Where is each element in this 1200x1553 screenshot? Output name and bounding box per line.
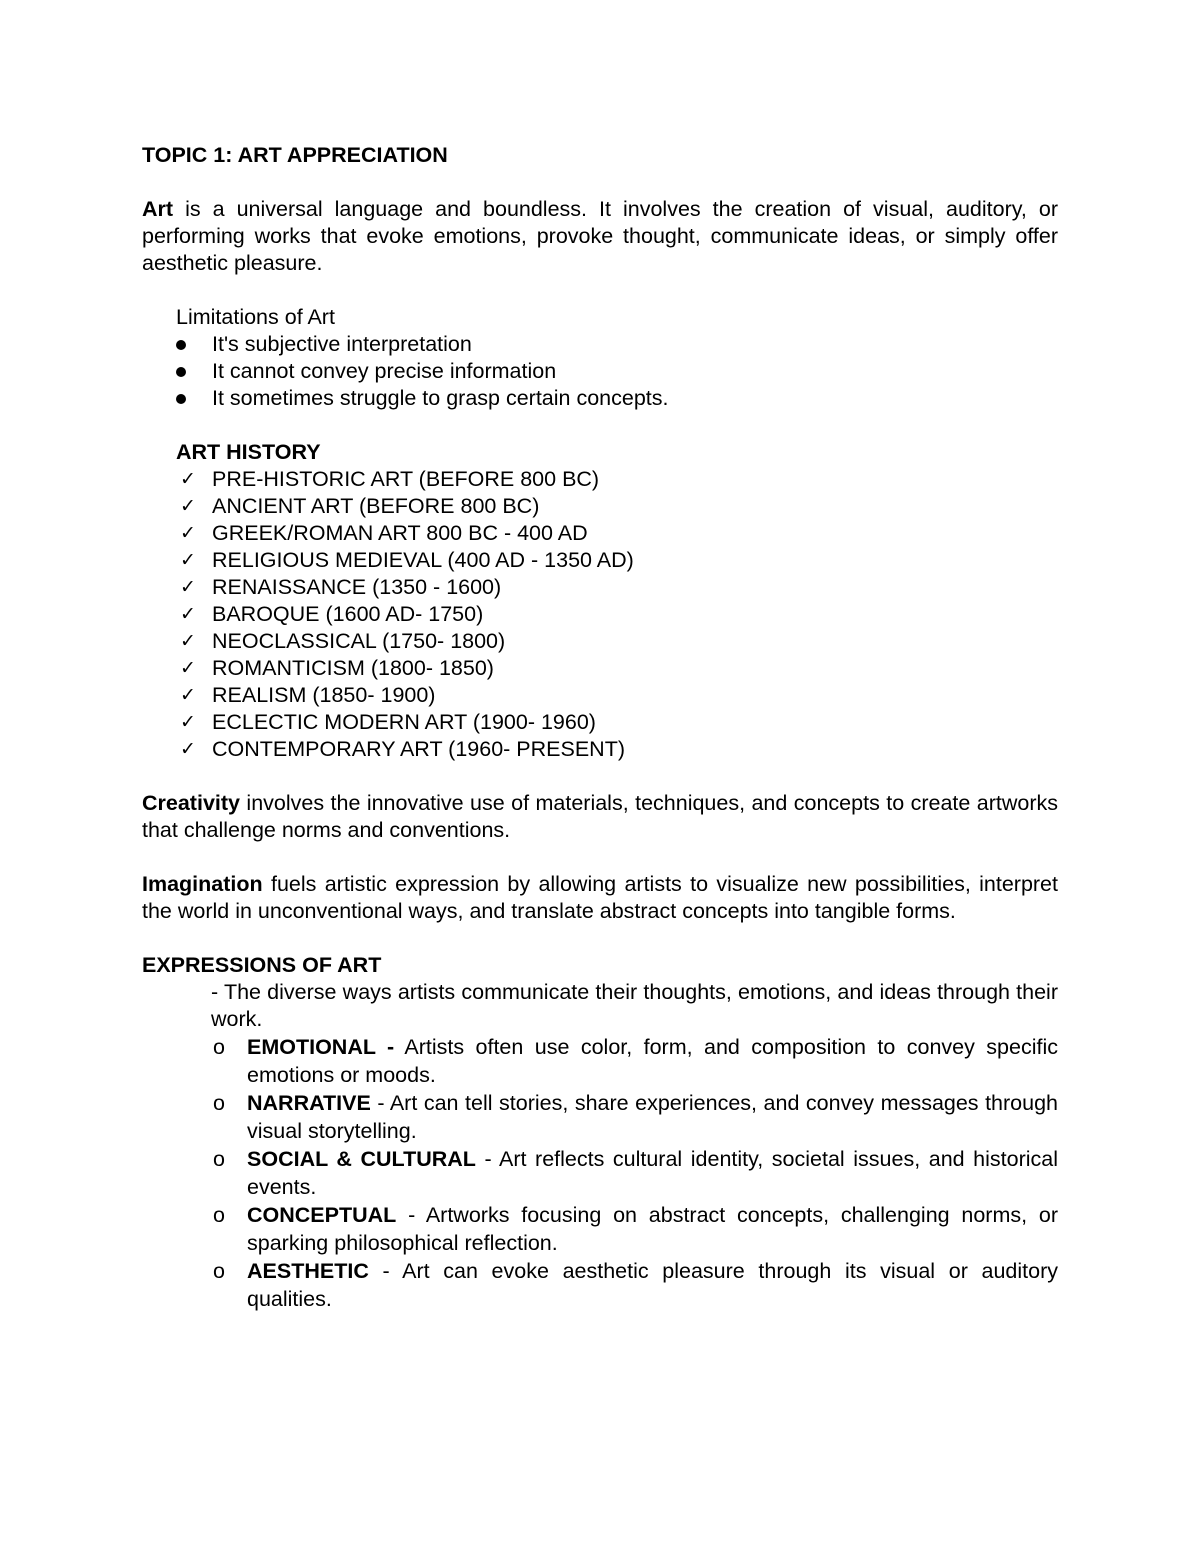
checkmark-icon: ✓	[180, 495, 196, 517]
limitations-heading: Limitations of Art	[176, 305, 335, 329]
list-item-text: GREEK/ROMAN ART 800 BC - 400 AD	[212, 521, 588, 545]
expression-term: SOCIAL & CULTURAL	[247, 1147, 476, 1171]
expression-text: - Art can tell stories, share experiences, and convey messages through visual storytelling.	[247, 1091, 1058, 1143]
expression-text: Artists often use color, form, and composition to convey specific emotions or moods.	[247, 1035, 1058, 1087]
list-item-text: ECLECTIC MODERN ART (1900- 1960)	[212, 710, 596, 734]
list-item	[142, 574, 1058, 601]
list-item	[211, 1201, 1058, 1257]
list-item-text: PRE-HISTORIC ART (BEFORE 800 BC)	[212, 467, 600, 491]
checkmark-icon: ✓	[180, 522, 196, 544]
list-item-text: NEOCLASSICAL (1750- 1800)	[212, 629, 506, 653]
expression-text: - Art can evoke aesthetic pleasure through its visual or auditory qualities.	[247, 1259, 1058, 1311]
creativity-definition	[142, 790, 1058, 844]
list-marker: o	[213, 1091, 225, 1115]
bullet-icon	[176, 394, 186, 404]
expression-term: AESTHETIC	[247, 1259, 369, 1283]
bullet-icon	[176, 367, 186, 377]
art-definition	[142, 196, 1058, 277]
list-item-text: It cannot convey precise information	[212, 359, 557, 383]
expression-text: - Artworks focusing on abstract concepts, challenging norms, or sparking philosophical reflection.	[247, 1203, 1058, 1255]
limitations-section	[176, 304, 1058, 412]
list-item	[211, 1145, 1058, 1201]
list-item-text: CONTEMPORARY ART (1960- PRESENT)	[212, 737, 625, 761]
limitations-list	[176, 331, 1058, 412]
creativity-term: Creativity	[142, 791, 240, 815]
list-item	[142, 466, 1058, 493]
checkmark-icon: ✓	[180, 468, 196, 490]
list-item	[176, 385, 1058, 412]
list-item	[142, 655, 1058, 682]
expressions-intro: - The diverse ways artists communicate their thoughts, emotions, and ideas through their work.	[211, 980, 1058, 1031]
list-item-text: ANCIENT ART (BEFORE 800 BC)	[212, 494, 540, 518]
list-item	[211, 1089, 1058, 1145]
checkmark-icon: ✓	[180, 549, 196, 571]
list-marker: o	[213, 1035, 225, 1059]
list-item	[211, 1257, 1058, 1313]
list-item	[142, 709, 1058, 736]
list-item	[176, 358, 1058, 385]
checkmark-icon: ✓	[180, 630, 196, 652]
list-item	[142, 736, 1058, 763]
art-term: Art	[142, 197, 174, 221]
list-item-text: RELIGIOUS MEDIEVAL (400 AD - 1350 AD)	[212, 548, 634, 572]
checkmark-icon: ✓	[180, 711, 196, 733]
creativity-definition-text: involves the innovative use of materials, techniques, and concepts to create artworks that challenge norms and conventions.	[142, 791, 1058, 842]
art-history-list	[142, 466, 1058, 763]
list-item-text: BAROQUE (1600 AD- 1750)	[212, 602, 484, 626]
list-item-text: REALISM (1850- 1900)	[212, 683, 436, 707]
document-page	[142, 138, 1058, 1313]
list-item	[142, 682, 1058, 709]
imagination-definition-text: fuels artistic expression by allowing artists to visualize new possibilities, interpret the world in unconventional ways, and translate abstract concepts into tangible forms.	[142, 872, 1058, 923]
list-marker: o	[213, 1259, 225, 1283]
expression-term: NARRATIVE	[247, 1091, 371, 1115]
list-item-text: It sometimes struggle to grasp certain concepts.	[212, 386, 669, 410]
list-item	[142, 628, 1058, 655]
list-item-text: It's subjective interpretation	[212, 332, 472, 356]
list-marker: o	[213, 1147, 225, 1171]
bullet-icon	[176, 340, 186, 350]
checkmark-icon: ✓	[180, 684, 196, 706]
imagination-term: Imagination	[142, 872, 263, 896]
expressions-section	[142, 952, 1058, 1313]
list-marker: o	[213, 1203, 225, 1227]
checkmark-icon: ✓	[180, 603, 196, 625]
list-item	[176, 331, 1058, 358]
expression-term: EMOTIONAL -	[247, 1035, 395, 1059]
expression-term: CONCEPTUAL	[247, 1203, 397, 1227]
list-item	[211, 1033, 1058, 1089]
imagination-definition	[142, 871, 1058, 925]
expressions-list	[211, 1033, 1058, 1313]
art-definition-text: is a universal language and boundless. It involves the creation of visual, auditory, or performing works that evoke emotions, provoke thought, communicate ideas, or simply offer aesthetic pleasure.	[142, 197, 1058, 275]
expression-text: - Art reflects cultural identity, societal issues, and historical events.	[247, 1147, 1058, 1199]
list-item	[142, 493, 1058, 520]
checkmark-icon: ✓	[180, 657, 196, 679]
art-history-section	[142, 439, 1058, 763]
expressions-heading: EXPRESSIONS OF ART	[142, 953, 382, 977]
checkmark-icon: ✓	[180, 576, 196, 598]
list-item-text: RENAISSANCE (1350 - 1600)	[212, 575, 502, 599]
list-item-text: ROMANTICISM (1800- 1850)	[212, 656, 494, 680]
document-title: TOPIC 1: ART APPRECIATION	[142, 143, 448, 167]
list-item	[142, 547, 1058, 574]
art-history-heading: ART HISTORY	[176, 440, 321, 464]
list-item	[142, 520, 1058, 547]
checkmark-icon: ✓	[180, 738, 196, 760]
list-item	[142, 601, 1058, 628]
